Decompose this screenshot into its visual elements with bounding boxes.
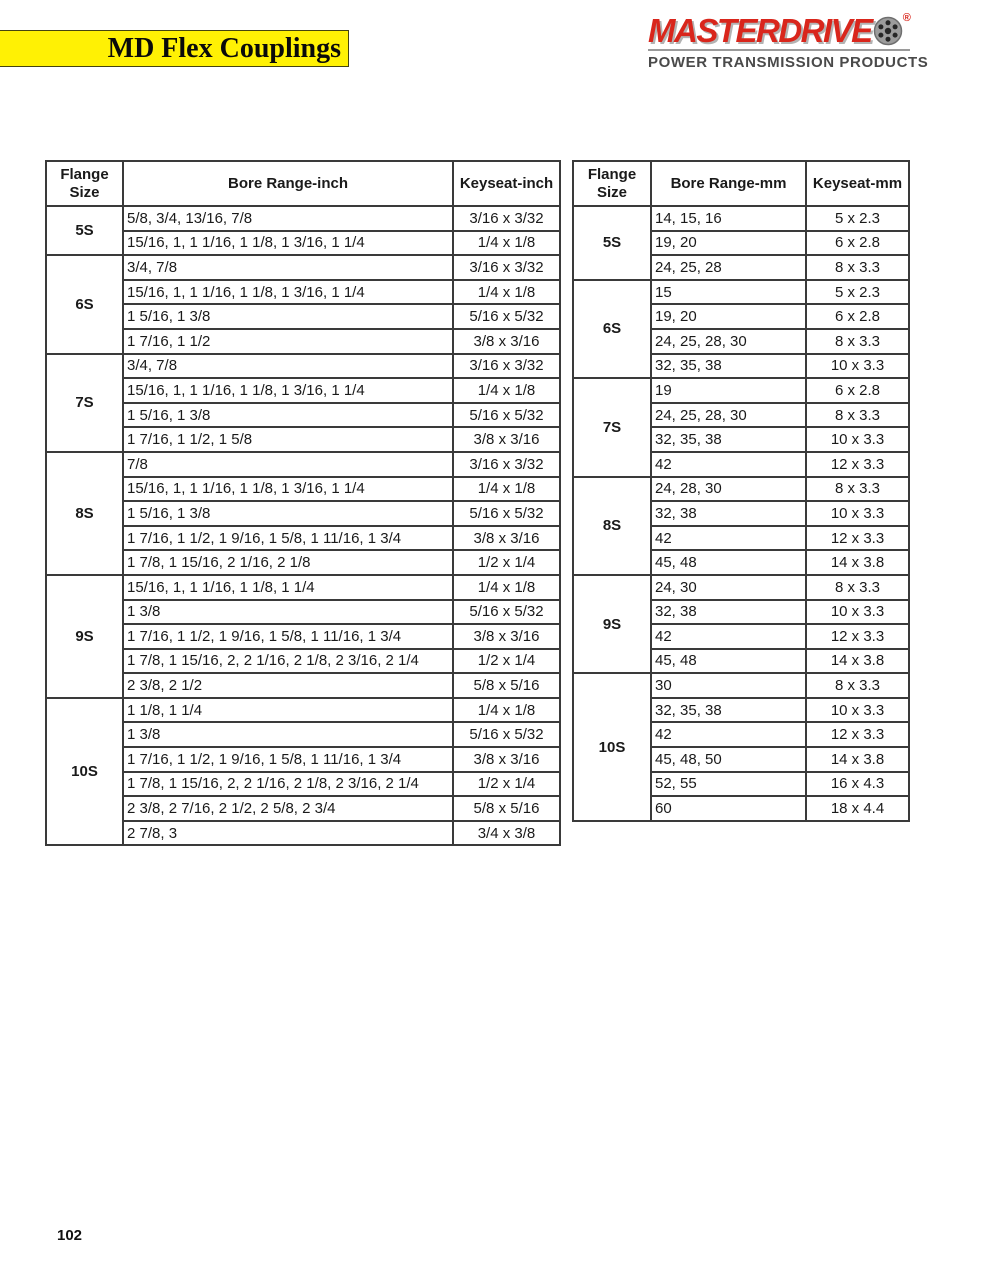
keyseat-cell: 3/8 x 3/16 — [453, 329, 560, 354]
keyseat-cell: 1/4 x 1/8 — [453, 280, 560, 305]
bore-range-cell: 15/16, 1, 1 1/16, 1 1/8, 1 3/16, 1 1/4 — [123, 477, 453, 502]
bore-range-cell: 1 5/16, 1 3/8 — [123, 304, 453, 329]
table-row — [46, 649, 560, 674]
table-row — [46, 550, 560, 575]
table-row — [46, 280, 560, 305]
table-row — [46, 477, 560, 502]
flange-size-cell: 9S — [573, 575, 651, 673]
table-row — [46, 796, 560, 821]
table-row — [46, 255, 560, 280]
table-row — [46, 427, 560, 452]
keyseat-cell: 5 x 2.3 — [806, 206, 909, 231]
keyseat-cell: 5/16 x 5/32 — [453, 600, 560, 625]
header-row — [46, 161, 560, 206]
keyseat-cell: 12 x 3.3 — [806, 722, 909, 747]
bore-range-cell: 30 — [651, 673, 806, 698]
keyseat-cell: 10 x 3.3 — [806, 427, 909, 452]
table-row — [46, 698, 560, 723]
bore-range-cell: 32, 35, 38 — [651, 427, 806, 452]
keyseat-cell: 10 x 3.3 — [806, 501, 909, 526]
keyseat-cell: 8 x 3.3 — [806, 255, 909, 280]
keyseat-cell: 5/16 x 5/32 — [453, 501, 560, 526]
table-row — [46, 772, 560, 797]
bore-range-cell: 42 — [651, 526, 806, 551]
bore-range-cell: 15/16, 1, 1 1/16, 1 1/8, 1 3/16, 1 1/4 — [123, 378, 453, 403]
bore-range-cell: 1 7/16, 1 1/2, 1 9/16, 1 5/8, 1 11/16, 1 3/4 — [123, 624, 453, 649]
bore-range-cell: 3/4, 7/8 — [123, 354, 453, 379]
bore-range-cell: 42 — [651, 624, 806, 649]
keyseat-cell: 5/8 x 5/16 — [453, 673, 560, 698]
keyseat-cell: 6 x 2.8 — [806, 378, 909, 403]
bore-range-cell: 1 3/8 — [123, 722, 453, 747]
page-number: 102 — [57, 1227, 83, 1244]
logo-brand-row — [648, 14, 910, 48]
table-row — [573, 575, 909, 600]
keyseat-cell: 10 x 3.3 — [806, 698, 909, 723]
keyseat-cell: 8 x 3.3 — [806, 329, 909, 354]
table-row — [46, 403, 560, 428]
coupling-flange-icon — [873, 16, 903, 46]
keyseat-cell: 14 x 3.8 — [806, 747, 909, 772]
keyseat-cell: 1/2 x 1/4 — [453, 649, 560, 674]
table-row — [46, 231, 560, 256]
table-row — [46, 722, 560, 747]
bore-range-cell: 1 1/8, 1 1/4 — [123, 698, 453, 723]
bore-range-cell: 19, 20 — [651, 304, 806, 329]
keyseat-cell: 12 x 3.3 — [806, 452, 909, 477]
logo-divider — [648, 49, 910, 51]
keyseat-cell: 8 x 3.3 — [806, 403, 909, 428]
column-header-bore: Bore Range-inch — [123, 161, 453, 206]
bore-range-cell: 15 — [651, 280, 806, 305]
table-row — [46, 747, 560, 772]
keyseat-cell: 14 x 3.8 — [806, 550, 909, 575]
keyseat-cell: 5/16 x 5/32 — [453, 403, 560, 428]
keyseat-cell: 3/8 x 3/16 — [453, 624, 560, 649]
table-row — [573, 477, 909, 502]
keyseat-cell: 3/8 x 3/16 — [453, 427, 560, 452]
flange-size-cell: 8S — [573, 477, 651, 575]
bore-keyseat-mm-table — [572, 160, 910, 822]
keyseat-cell: 10 x 3.3 — [806, 354, 909, 379]
bore-range-cell: 15/16, 1, 1 1/16, 1 1/8, 1 3/16, 1 1/4 — [123, 280, 453, 305]
keyseat-cell: 3/16 x 3/32 — [453, 354, 560, 379]
keyseat-cell: 12 x 3.3 — [806, 624, 909, 649]
table-row — [46, 304, 560, 329]
table-row — [46, 575, 560, 600]
flange-size-cell: 9S — [46, 575, 123, 698]
bore-range-cell: 24, 25, 28, 30 — [651, 403, 806, 428]
column-header-flange: Flange Size — [573, 161, 651, 206]
bore-range-cell: 32, 35, 38 — [651, 698, 806, 723]
table-row — [46, 206, 560, 231]
bore-range-cell: 1 5/16, 1 3/8 — [123, 403, 453, 428]
header-row — [573, 161, 909, 206]
table-row — [573, 673, 909, 698]
masterdrive-logo — [648, 12, 929, 71]
bore-range-cell: 19, 20 — [651, 231, 806, 256]
bore-range-cell: 32, 35, 38 — [651, 354, 806, 379]
bore-range-cell: 2 3/8, 2 1/2 — [123, 673, 453, 698]
flange-size-cell: 10S — [46, 698, 123, 846]
bore-range-cell: 1 3/8 — [123, 600, 453, 625]
bore-range-cell: 1 7/8, 1 15/16, 2 1/16, 2 1/8 — [123, 550, 453, 575]
bore-range-cell: 1 5/16, 1 3/8 — [123, 501, 453, 526]
table-row — [573, 378, 909, 403]
bore-range-cell: 1 7/8, 1 15/16, 2, 2 1/16, 2 1/8, 2 3/16, 2 1/4 — [123, 772, 453, 797]
bore-range-cell: 45, 48 — [651, 649, 806, 674]
keyseat-cell: 1/4 x 1/8 — [453, 231, 560, 256]
bore-range-cell: 5/8, 3/4, 13/16, 7/8 — [123, 206, 453, 231]
table-row — [46, 673, 560, 698]
bore-range-cell: 15/16, 1, 1 1/16, 1 1/8, 1 3/16, 1 1/4 — [123, 231, 453, 256]
keyseat-cell: 5/8 x 5/16 — [453, 796, 560, 821]
keyseat-cell: 8 x 3.3 — [806, 477, 909, 502]
keyseat-cell: 10 x 3.3 — [806, 600, 909, 625]
keyseat-cell: 3/8 x 3/16 — [453, 526, 560, 551]
keyseat-cell: 6 x 2.8 — [806, 231, 909, 256]
keyseat-cell: 8 x 3.3 — [806, 575, 909, 600]
bore-range-cell: 19 — [651, 378, 806, 403]
flange-size-cell: 7S — [46, 354, 123, 452]
flange-size-cell: 6S — [46, 255, 123, 353]
bore-range-cell: 15/16, 1, 1 1/16, 1 1/8, 1 1/4 — [123, 575, 453, 600]
bore-range-cell: 1 7/16, 1 1/2, 1 9/16, 1 5/8, 1 11/16, 1 3/4 — [123, 526, 453, 551]
bore-range-cell: 14, 15, 16 — [651, 206, 806, 231]
bore-keyseat-inch-table — [45, 160, 561, 846]
bore-range-cell: 24, 30 — [651, 575, 806, 600]
bore-range-cell: 45, 48 — [651, 550, 806, 575]
keyseat-cell: 18 x 4.4 — [806, 796, 909, 821]
bore-range-cell: 24, 25, 28, 30 — [651, 329, 806, 354]
table-row — [46, 624, 560, 649]
keyseat-cell: 1/4 x 1/8 — [453, 575, 560, 600]
keyseat-cell: 1/2 x 1/4 — [453, 550, 560, 575]
keyseat-cell: 3/16 x 3/32 — [453, 452, 560, 477]
flange-size-cell: 5S — [573, 206, 651, 280]
keyseat-cell: 16 x 4.3 — [806, 772, 909, 797]
bore-range-cell: 1 7/16, 1 1/2, 1 5/8 — [123, 427, 453, 452]
bore-range-cell: 1 7/16, 1 1/2, 1 9/16, 1 5/8, 1 11/16, 1 3/4 — [123, 747, 453, 772]
flange-size-cell: 6S — [573, 280, 651, 378]
keyseat-cell: 3/16 x 3/32 — [453, 255, 560, 280]
bore-range-cell: 1 7/16, 1 1/2 — [123, 329, 453, 354]
keyseat-cell: 1/4 x 1/8 — [453, 477, 560, 502]
table-row — [46, 452, 560, 477]
keyseat-cell: 1/2 x 1/4 — [453, 772, 560, 797]
bore-range-cell: 42 — [651, 722, 806, 747]
bore-range-cell: 24, 25, 28 — [651, 255, 806, 280]
keyseat-cell: 3/8 x 3/16 — [453, 747, 560, 772]
bore-range-cell: 45, 48, 50 — [651, 747, 806, 772]
table-row — [46, 600, 560, 625]
column-header-keyseat: Keyseat-mm — [806, 161, 909, 206]
flange-size-cell: 5S — [46, 206, 123, 255]
table-row — [46, 378, 560, 403]
keyseat-cell: 5/16 x 5/32 — [453, 722, 560, 747]
table-row — [46, 526, 560, 551]
bore-range-cell: 1 7/8, 1 15/16, 2, 2 1/16, 2 1/8, 2 3/16, 2 1/4 — [123, 649, 453, 674]
flange-size-cell: 7S — [573, 378, 651, 476]
page-title-banner — [0, 30, 349, 67]
registered-trademark-icon: ® — [902, 12, 911, 24]
keyseat-cell: 5/16 x 5/32 — [453, 304, 560, 329]
column-header-flange: Flange Size — [46, 161, 123, 206]
bore-range-cell: 7/8 — [123, 452, 453, 477]
bore-range-cell: 2 3/8, 2 7/16, 2 1/2, 2 5/8, 2 3/4 — [123, 796, 453, 821]
keyseat-cell: 14 x 3.8 — [806, 649, 909, 674]
page-title: MD Flex Couplings — [107, 33, 341, 64]
logo-tagline: POWER TRANSMISSION PRODUCTS — [648, 54, 929, 71]
table-row — [573, 280, 909, 305]
bore-range-cell: 3/4, 7/8 — [123, 255, 453, 280]
keyseat-cell: 1/4 x 1/8 — [453, 378, 560, 403]
keyseat-cell: 3/4 x 3/8 — [453, 821, 560, 846]
bore-range-cell: 52, 55 — [651, 772, 806, 797]
keyseat-cell: 5 x 2.3 — [806, 280, 909, 305]
keyseat-cell: 6 x 2.8 — [806, 304, 909, 329]
bore-range-cell: 32, 38 — [651, 501, 806, 526]
keyseat-cell: 1/4 x 1/8 — [453, 698, 560, 723]
keyseat-cell: 12 x 3.3 — [806, 526, 909, 551]
table-row — [46, 821, 560, 846]
flange-size-cell: 10S — [573, 673, 651, 821]
keyseat-cell: 8 x 3.3 — [806, 673, 909, 698]
bore-range-cell: 32, 38 — [651, 600, 806, 625]
logo-brand-text: MASTERDRIVE — [648, 12, 872, 49]
bore-range-cell: 2 7/8, 3 — [123, 821, 453, 846]
column-header-keyseat: Keyseat-inch — [453, 161, 560, 206]
table-row — [46, 501, 560, 526]
table-row — [46, 354, 560, 379]
table-row — [46, 329, 560, 354]
keyseat-cell: 3/16 x 3/32 — [453, 206, 560, 231]
column-header-bore: Bore Range-mm — [651, 161, 806, 206]
table-row — [573, 206, 909, 231]
bore-range-cell: 42 — [651, 452, 806, 477]
bore-range-cell: 60 — [651, 796, 806, 821]
flange-size-cell: 8S — [46, 452, 123, 575]
bore-range-cell: 24, 28, 30 — [651, 477, 806, 502]
